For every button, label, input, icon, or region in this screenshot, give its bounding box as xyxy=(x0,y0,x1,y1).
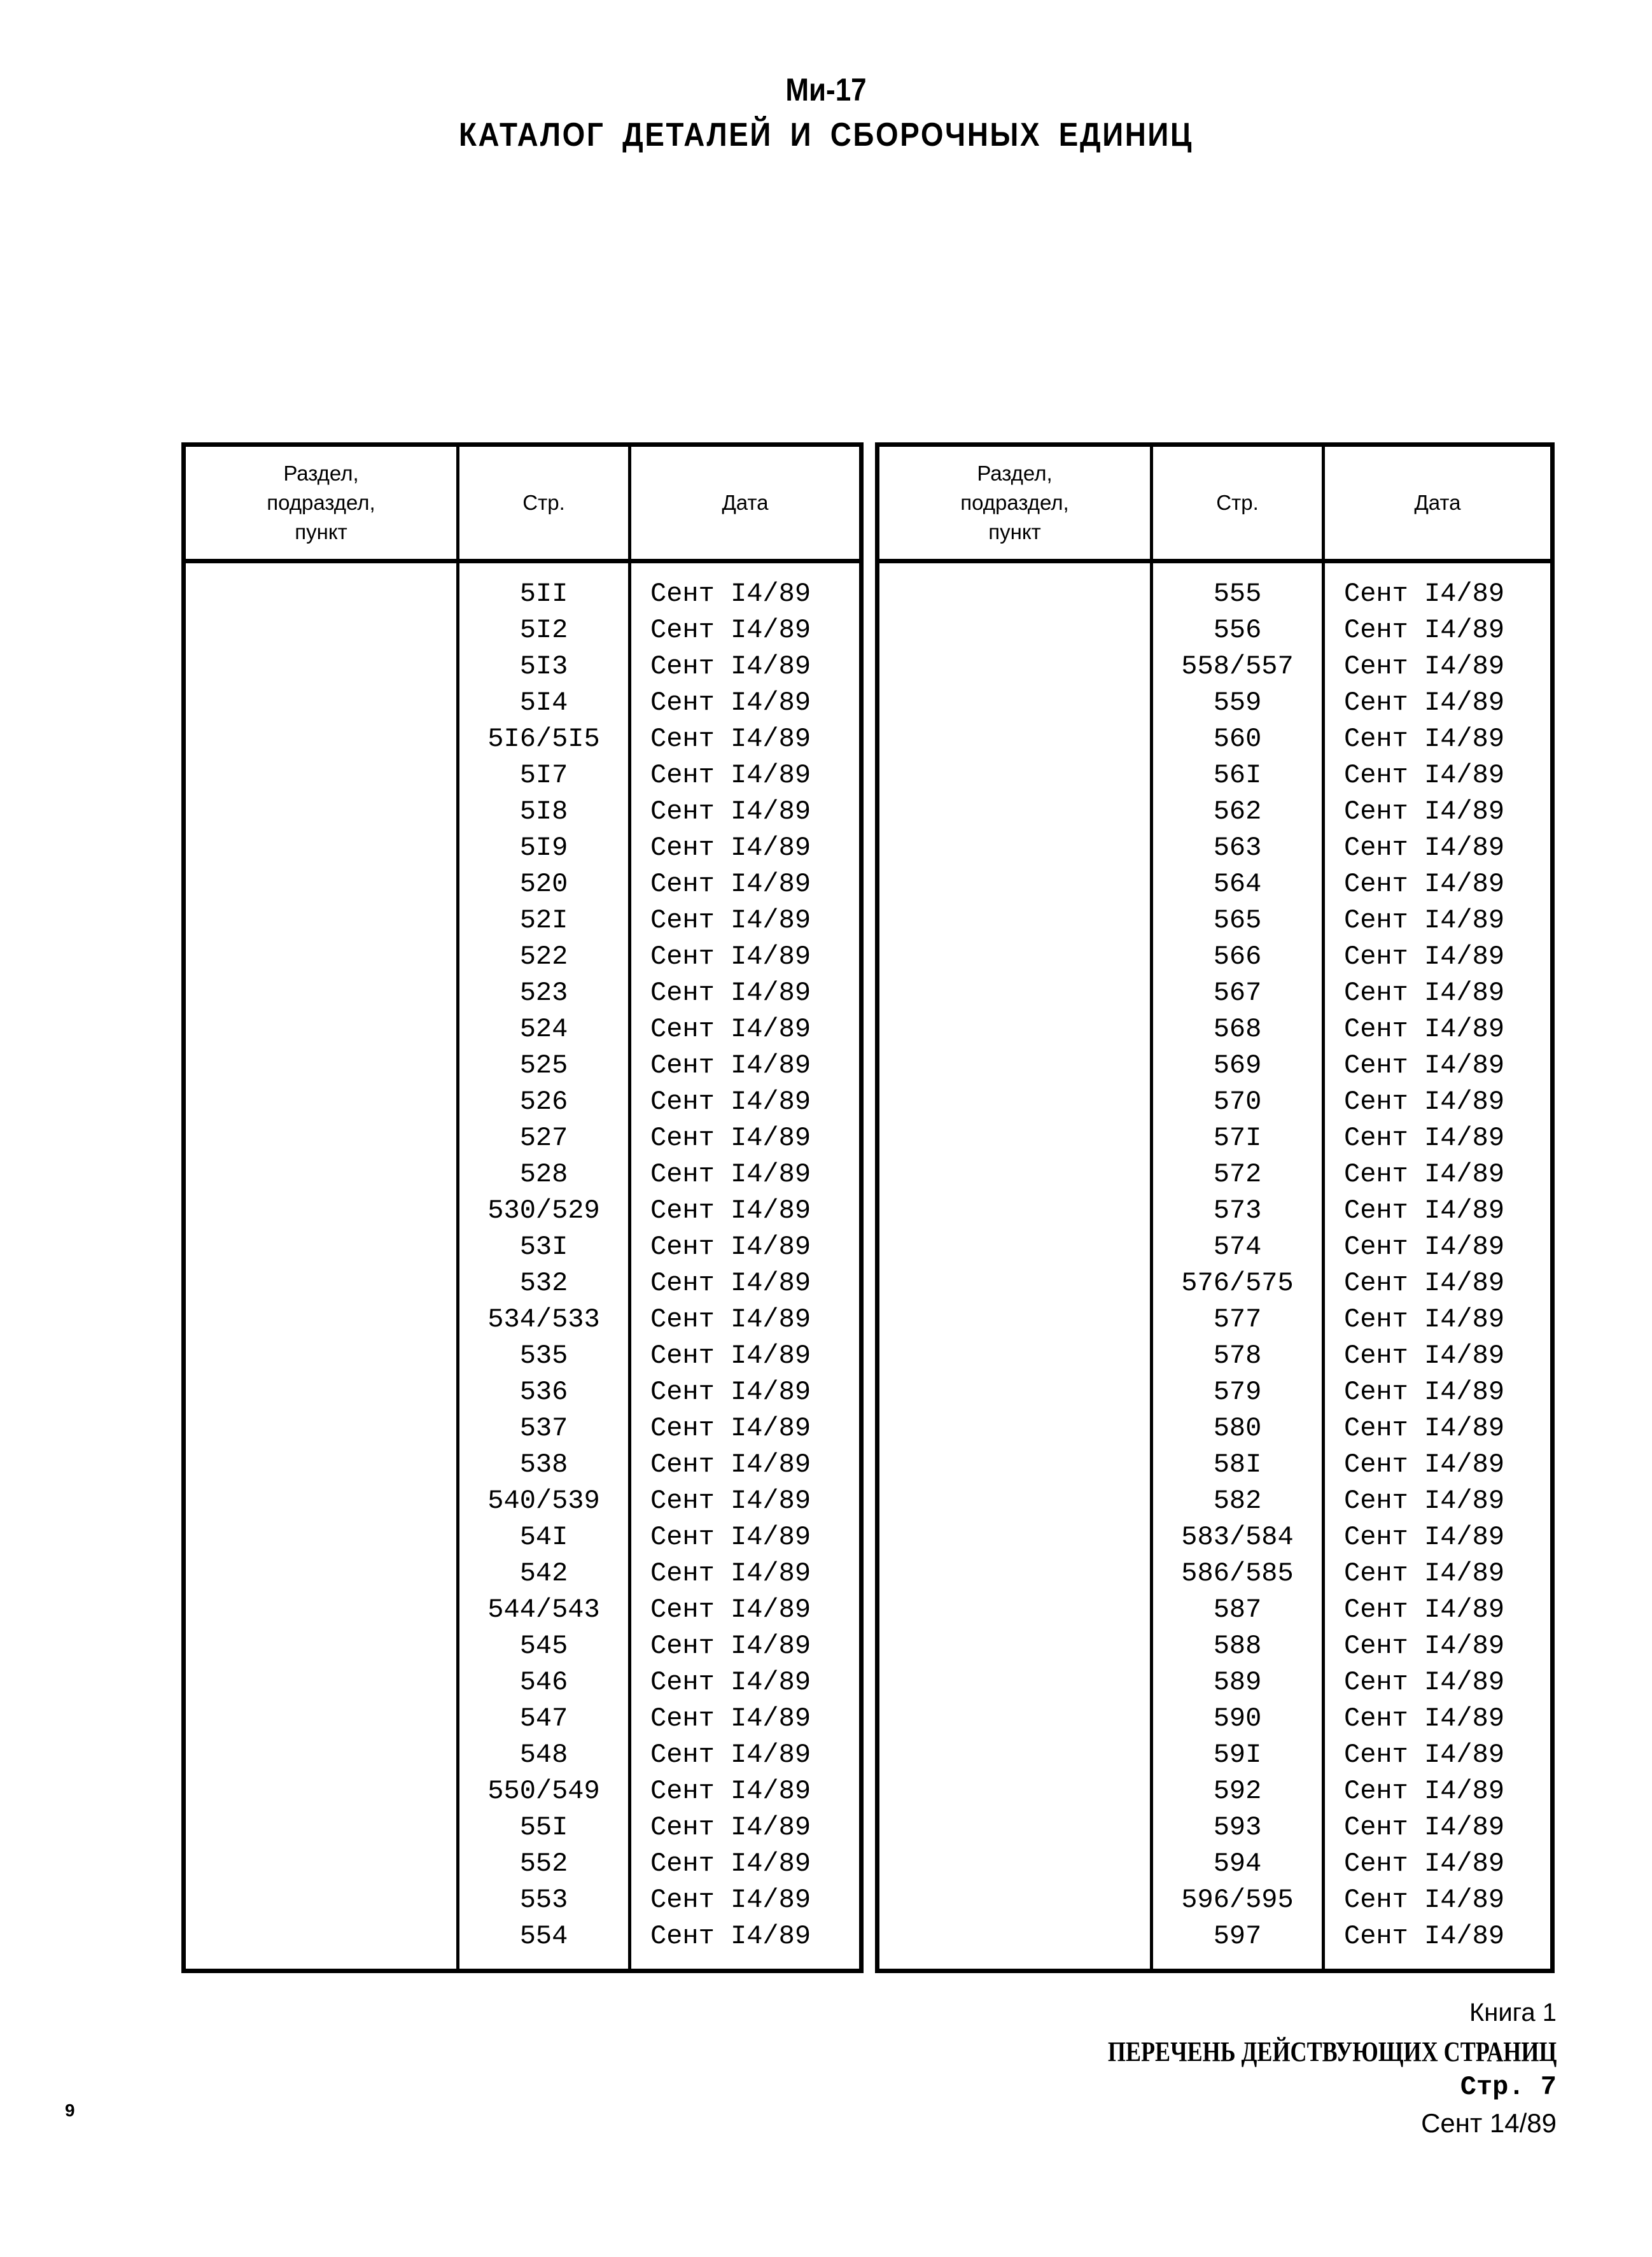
table-header xyxy=(879,447,1550,563)
table-cell-date: Сент I4/89 xyxy=(1344,615,1505,645)
table-header xyxy=(186,447,859,563)
table-cell-date: Сент I4/89 xyxy=(1344,1340,1505,1371)
table-cell-date: Сент I4/89 xyxy=(650,579,811,609)
table-cell-date: Сент I4/89 xyxy=(650,1594,811,1625)
table-cell-page: 578 xyxy=(1213,1340,1262,1371)
table-cell-page: 552 xyxy=(519,1848,568,1879)
table-cell-section xyxy=(879,975,1150,1011)
table-cell-section xyxy=(186,1628,456,1664)
table-cell-date: Сент I4/89 xyxy=(650,1885,811,1915)
table-cell-page: 587 xyxy=(1213,1594,1262,1625)
table-cell-date: Сент I4/89 xyxy=(650,1014,811,1044)
table-cell-date: Сент I4/89 xyxy=(650,1268,811,1298)
table-cell-date: Сент I4/89 xyxy=(1344,1776,1505,1806)
table-cell-page: 523 xyxy=(519,978,568,1008)
table-cell-section xyxy=(879,1120,1150,1157)
table-cell-section xyxy=(879,1810,1150,1846)
table-cell-date: Сент I4/89 xyxy=(1344,1667,1505,1698)
date-column xyxy=(1325,563,1550,1969)
table-cell-section xyxy=(879,1011,1150,1048)
table-cell-page: 567 xyxy=(1213,978,1262,1008)
table-cell-page: 576/575 xyxy=(1181,1268,1294,1298)
table-cell-page: 597 xyxy=(1213,1921,1262,1951)
table-cell-date: Сент I4/89 xyxy=(650,796,811,827)
table-cell-page: 540/539 xyxy=(487,1486,600,1516)
table-cell-date: Сент I4/89 xyxy=(650,1413,811,1444)
table-cell-page: 560 xyxy=(1213,724,1262,754)
section-header-line: пункт xyxy=(988,520,1041,544)
table-cell-page: 538 xyxy=(519,1449,568,1480)
table-cell-page: 59I xyxy=(1213,1740,1262,1770)
table-cell-page: 589 xyxy=(1213,1667,1262,1698)
table-cell-section xyxy=(879,1519,1150,1556)
table-cell-section xyxy=(186,685,456,721)
table-cell-section xyxy=(186,903,456,939)
table-cell-date: Сент I4/89 xyxy=(650,869,811,899)
table-cell-page: 546 xyxy=(519,1667,568,1698)
table-cell-date: Сент I4/89 xyxy=(650,615,811,645)
table-cell-date: Сент I4/89 xyxy=(650,1086,811,1117)
sheet-number: 9 xyxy=(65,2100,75,2120)
table-cell-date: Сент I4/89 xyxy=(650,1050,811,1081)
table-cell-section xyxy=(186,1302,456,1338)
table-cell-page: 537 xyxy=(519,1413,568,1444)
table-cell-page: 554 xyxy=(519,1921,568,1951)
table-cell-date: Сент I4/89 xyxy=(1344,978,1505,1008)
table-cell-page: 586/585 xyxy=(1181,1558,1294,1589)
column-header-section xyxy=(879,447,1153,559)
table-cell-page: 558/557 xyxy=(1181,651,1294,682)
table-cell-date: Сент I4/89 xyxy=(650,905,811,936)
page-label: Стр. 7 xyxy=(1460,2072,1557,2102)
page-column xyxy=(1153,563,1325,1969)
table-cell-date: Сент I4/89 xyxy=(1344,1232,1505,1262)
table-cell-section xyxy=(879,866,1150,903)
table-cell-date: Сент I4/89 xyxy=(1344,1885,1505,1915)
aircraft-title: Ми-17 xyxy=(785,72,867,108)
table-cell-section xyxy=(186,757,456,794)
table-cell-date: Сент I4/89 xyxy=(650,1631,811,1661)
table-cell-date: Сент I4/89 xyxy=(1344,1268,1505,1298)
table-cell-page: 520 xyxy=(519,869,568,899)
table-cell-section xyxy=(879,1592,1150,1628)
column-header-page: Стр. xyxy=(459,447,631,559)
table-cell-section xyxy=(186,1048,456,1084)
table-cell-date: Сент I4/89 xyxy=(650,1740,811,1770)
table-cell-date: Сент I4/89 xyxy=(1344,1594,1505,1625)
table-cell-date: Сент I4/89 xyxy=(1344,905,1505,936)
table-cell-section xyxy=(879,721,1150,757)
table-cell-section xyxy=(186,1447,456,1483)
table-cell-section xyxy=(186,1483,456,1519)
table-body xyxy=(879,563,1550,1969)
table-cell-section xyxy=(879,1229,1150,1265)
table-cell-page: 535 xyxy=(519,1340,568,1371)
table-cell-section xyxy=(879,1701,1150,1737)
table-cell-section xyxy=(186,1882,456,1918)
table-cell-page: 528 xyxy=(519,1159,568,1190)
table-cell-date: Сент I4/89 xyxy=(1344,687,1505,718)
table-cell-section xyxy=(879,1374,1150,1410)
table-cell-page: 588 xyxy=(1213,1631,1262,1661)
table-cell-date: Сент I4/89 xyxy=(650,1703,811,1734)
table-cell-section xyxy=(879,1265,1150,1302)
table-cell-section xyxy=(879,1302,1150,1338)
list-title: ПЕРЕЧЕНЬ ДЕЙСТВУЮЩИХ СТРАНИЦ xyxy=(1107,2036,1557,2067)
table-cell-section xyxy=(879,830,1150,866)
table-cell-section xyxy=(879,1918,1150,1955)
table-cell-date: Сент I4/89 xyxy=(1344,1740,1505,1770)
table-cell-date: Сент I4/89 xyxy=(1344,1921,1505,1951)
right-pages-table xyxy=(875,442,1555,1973)
section-header-line: пункт xyxy=(295,520,347,544)
table-cell-page: 569 xyxy=(1213,1050,1262,1081)
table-cell-date: Сент I4/89 xyxy=(650,1812,811,1843)
table-cell-page: 590 xyxy=(1213,1703,1262,1734)
table-cell-page: 5I8 xyxy=(519,796,568,827)
table-cell-page: 5II xyxy=(519,579,568,609)
table-cell-page: 5I7 xyxy=(519,760,568,791)
table-cell-page: 563 xyxy=(1213,833,1262,863)
table-cell-section xyxy=(879,757,1150,794)
table-cell-page: 52I xyxy=(519,905,568,936)
table-cell-page: 530/529 xyxy=(487,1195,600,1226)
table-cell-section xyxy=(186,649,456,685)
table-cell-date: Сент I4/89 xyxy=(650,687,811,718)
column-header-date: Дата xyxy=(722,491,769,514)
table-cell-page: 596/595 xyxy=(1181,1885,1294,1915)
table-cell-section xyxy=(879,794,1150,830)
column-header-page: Стр. xyxy=(1153,447,1325,559)
table-cell-page: 568 xyxy=(1213,1014,1262,1044)
table-cell-date: Сент I4/89 xyxy=(650,651,811,682)
table-cell-date: Сент I4/89 xyxy=(1344,869,1505,899)
table-cell-section xyxy=(879,1048,1150,1084)
table-cell-section xyxy=(186,1157,456,1193)
table-cell-date: Сент I4/89 xyxy=(650,1776,811,1806)
table-cell-date: Сент I4/89 xyxy=(650,1558,811,1589)
table-cell-page: 57I xyxy=(1213,1123,1262,1153)
table-cell-section xyxy=(879,1737,1150,1773)
table-cell-date: Сент I4/89 xyxy=(1344,833,1505,863)
table-cell-page: 565 xyxy=(1213,905,1262,936)
table-cell-section xyxy=(186,794,456,830)
table-cell-section xyxy=(879,1846,1150,1882)
table-cell-date: Сент I4/89 xyxy=(650,1340,811,1371)
table-cell-date: Сент I4/89 xyxy=(650,1377,811,1407)
table-cell-page: 5I4 xyxy=(519,687,568,718)
table-cell-date: Сент I4/89 xyxy=(1344,1486,1505,1516)
table-cell-section xyxy=(186,1338,456,1374)
table-cell-date: Сент I4/89 xyxy=(650,1195,811,1226)
table-cell-section xyxy=(186,1519,456,1556)
section-header-line: Раздел, xyxy=(977,461,1053,485)
book-label: Книга 1 xyxy=(1469,1999,1557,2027)
table-cell-section xyxy=(879,1338,1150,1374)
date-column xyxy=(631,563,859,1969)
table-cell-page: 5I9 xyxy=(519,833,568,863)
table-cell-page: 54I xyxy=(519,1522,568,1552)
table-cell-section xyxy=(186,1846,456,1882)
table-cell-date: Сент I4/89 xyxy=(650,833,811,863)
table-cell-page: 572 xyxy=(1213,1159,1262,1190)
table-cell-page: 594 xyxy=(1213,1848,1262,1879)
table-cell-date: Сент I4/89 xyxy=(1344,1195,1505,1226)
table-cell-date: Сент I4/89 xyxy=(650,1921,811,1951)
table-cell-section xyxy=(879,1628,1150,1664)
table-cell-section xyxy=(879,1483,1150,1519)
table-cell-date: Сент I4/89 xyxy=(1344,651,1505,682)
table-cell-section xyxy=(879,1410,1150,1447)
table-cell-date: Сент I4/89 xyxy=(650,1304,811,1335)
table-cell-section xyxy=(879,1556,1150,1592)
column-header-section xyxy=(186,447,459,559)
table-cell-page: 532 xyxy=(519,1268,568,1298)
table-cell-page: 58I xyxy=(1213,1449,1262,1480)
table-cell-page: 574 xyxy=(1213,1232,1262,1262)
table-cell-page: 5I6/5I5 xyxy=(487,724,600,754)
table-cell-date: Сент I4/89 xyxy=(1344,1123,1505,1153)
table-cell-section xyxy=(879,1447,1150,1483)
table-cell-date: Сент I4/89 xyxy=(1344,1086,1505,1117)
page-column xyxy=(459,563,631,1969)
table-cell-page: 593 xyxy=(1213,1812,1262,1843)
table-cell-page: 573 xyxy=(1213,1195,1262,1226)
section-column xyxy=(186,563,459,1969)
table-cell-section xyxy=(879,1157,1150,1193)
table-cell-section xyxy=(186,1592,456,1628)
table-cell-date: Сент I4/89 xyxy=(650,1522,811,1552)
table-cell-date: Сент I4/89 xyxy=(650,1123,811,1153)
table-cell-section xyxy=(879,1193,1150,1229)
table-cell-date: Сент I4/89 xyxy=(650,724,811,754)
section-column xyxy=(879,563,1153,1969)
table-cell-page: 553 xyxy=(519,1885,568,1915)
table-cell-page: 545 xyxy=(519,1631,568,1661)
table-cell-section xyxy=(186,721,456,757)
table-cell-date: Сент I4/89 xyxy=(1344,1631,1505,1661)
left-pages-table xyxy=(181,442,864,1973)
table-cell-date: Сент I4/89 xyxy=(650,1449,811,1480)
table-cell-section xyxy=(879,685,1150,721)
table-cell-date: Сент I4/89 xyxy=(650,1159,811,1190)
table-cell-page: 555 xyxy=(1213,579,1262,609)
table-cell-page: 522 xyxy=(519,941,568,972)
table-cell-section xyxy=(186,1120,456,1157)
table-cell-page: 556 xyxy=(1213,615,1262,645)
table-cell-date: Сент I4/89 xyxy=(1344,1558,1505,1589)
table-cell-section xyxy=(186,830,456,866)
table-cell-page: 580 xyxy=(1213,1413,1262,1444)
table-cell-page: 534/533 xyxy=(487,1304,600,1335)
table-cell-section xyxy=(186,1773,456,1810)
table-cell-section xyxy=(186,1265,456,1302)
table-cell-date: Сент I4/89 xyxy=(650,1232,811,1262)
table-cell-section xyxy=(879,1084,1150,1120)
table-cell-section xyxy=(186,1084,456,1120)
table-body xyxy=(186,563,859,1969)
table-cell-section xyxy=(186,1374,456,1410)
table-cell-page: 5I3 xyxy=(519,651,568,682)
section-header-line: подраздел, xyxy=(267,491,375,514)
table-cell-page: 582 xyxy=(1213,1486,1262,1516)
table-cell-date: Сент I4/89 xyxy=(1344,1449,1505,1480)
table-cell-section xyxy=(879,903,1150,939)
table-cell-section xyxy=(879,1664,1150,1701)
table-cell-section xyxy=(186,576,456,612)
table-cell-section xyxy=(186,1701,456,1737)
table-cell-section xyxy=(186,1556,456,1592)
table-cell-page: 547 xyxy=(519,1703,568,1734)
table-cell-page: 544/543 xyxy=(487,1594,600,1625)
table-cell-date: Сент I4/89 xyxy=(1344,796,1505,827)
table-cell-page: 536 xyxy=(519,1377,568,1407)
table-cell-section xyxy=(186,975,456,1011)
table-cell-date: Сент I4/89 xyxy=(1344,1703,1505,1734)
table-cell-date: Сент I4/89 xyxy=(650,760,811,791)
table-cell-section xyxy=(186,866,456,903)
table-cell-section xyxy=(879,649,1150,685)
table-cell-date: Сент I4/89 xyxy=(1344,579,1505,609)
table-cell-page: 564 xyxy=(1213,869,1262,899)
table-cell-page: 5I2 xyxy=(519,615,568,645)
table-cell-date: Сент I4/89 xyxy=(1344,760,1505,791)
table-cell-date: Сент I4/89 xyxy=(1344,941,1505,972)
table-cell-date: Сент I4/89 xyxy=(650,941,811,972)
table-cell-date: Сент I4/89 xyxy=(1344,1377,1505,1407)
table-cell-page: 566 xyxy=(1213,941,1262,972)
table-cell-page: 550/549 xyxy=(487,1776,600,1806)
table-cell-page: 579 xyxy=(1213,1377,1262,1407)
table-cell-date: Сент I4/89 xyxy=(1344,1413,1505,1444)
table-cell-page: 55I xyxy=(519,1812,568,1843)
table-cell-date: Сент I4/89 xyxy=(1344,724,1505,754)
section-header-line: Раздел, xyxy=(283,461,359,485)
table-cell-date: Сент I4/89 xyxy=(650,978,811,1008)
catalog-title: КАТАЛОГ ДЕТАЛЕЙ И СБОРОЧНЫХ ЕДИНИЦ xyxy=(458,116,1194,153)
table-cell-page: 525 xyxy=(519,1050,568,1081)
section-header-line: подраздел, xyxy=(960,491,1069,514)
table-cell-section xyxy=(186,1664,456,1701)
table-cell-page: 542 xyxy=(519,1558,568,1589)
table-cell-page: 527 xyxy=(519,1123,568,1153)
table-cell-section xyxy=(186,612,456,649)
table-cell-section xyxy=(186,1918,456,1955)
table-cell-page: 559 xyxy=(1213,687,1262,718)
table-cell-date: Сент I4/89 xyxy=(1344,1014,1505,1044)
table-cell-section xyxy=(186,1193,456,1229)
table-cell-section xyxy=(879,1773,1150,1810)
table-cell-page: 53I xyxy=(519,1232,568,1262)
table-cell-section xyxy=(186,1229,456,1265)
table-cell-date: Сент I4/89 xyxy=(1344,1522,1505,1552)
table-cell-date: Сент I4/89 xyxy=(650,1667,811,1698)
table-cell-date: Сент I4/89 xyxy=(1344,1848,1505,1879)
table-cell-date: Сент I4/89 xyxy=(1344,1159,1505,1190)
table-cell-date: Сент I4/89 xyxy=(650,1848,811,1879)
table-cell-page: 577 xyxy=(1213,1304,1262,1335)
table-cell-date: Сент I4/89 xyxy=(1344,1304,1505,1335)
table-cell-date: Сент I4/89 xyxy=(1344,1050,1505,1081)
table-cell-section xyxy=(186,1410,456,1447)
table-cell-date: Сент I4/89 xyxy=(1344,1812,1505,1843)
table-cell-section xyxy=(186,1810,456,1846)
table-cell-page: 562 xyxy=(1213,796,1262,827)
table-cell-section xyxy=(879,612,1150,649)
table-cell-page: 56I xyxy=(1213,760,1262,791)
table-cell-date: Сент I4/89 xyxy=(650,1486,811,1516)
table-cell-section xyxy=(879,939,1150,975)
table-cell-section xyxy=(879,1882,1150,1918)
table-cell-section xyxy=(879,576,1150,612)
table-cell-page: 583/584 xyxy=(1181,1522,1294,1552)
table-cell-page: 524 xyxy=(519,1014,568,1044)
table-cell-page: 570 xyxy=(1213,1086,1262,1117)
revision-date: Сент 14/89 xyxy=(1421,2108,1557,2138)
table-cell-page: 526 xyxy=(519,1086,568,1117)
table-cell-page: 548 xyxy=(519,1740,568,1770)
table-cell-section xyxy=(186,939,456,975)
table-cell-section xyxy=(186,1011,456,1048)
table-cell-page: 592 xyxy=(1213,1776,1262,1806)
column-header-date: Дата xyxy=(1414,491,1461,514)
table-cell-section xyxy=(186,1737,456,1773)
